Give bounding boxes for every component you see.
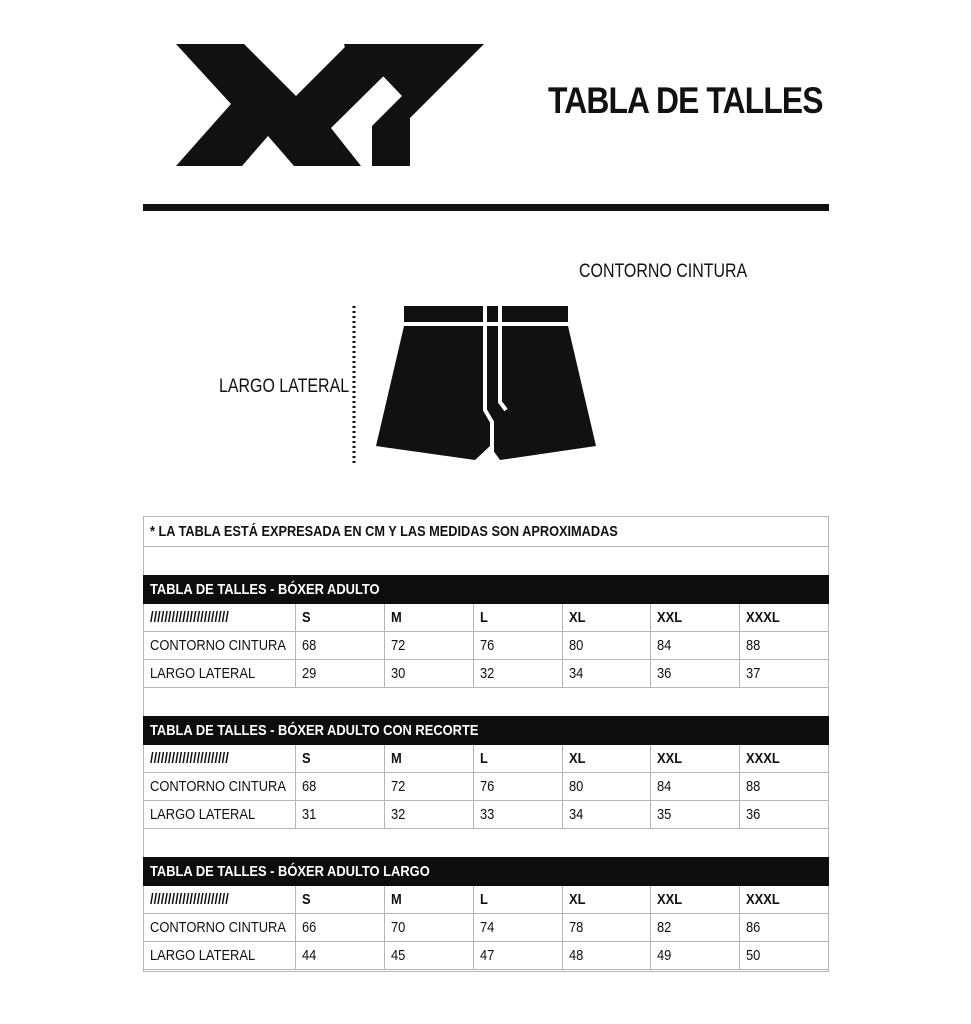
value-cell: 70 [391,919,406,936]
value-cell: 34 [568,806,583,823]
size-header-row [144,886,829,914]
value-cell: 80 [568,778,583,795]
value-cell: 29 [302,665,317,682]
row-label: CONTORNO CINTURA [150,919,286,936]
value-cell: 72 [391,778,406,795]
table-title: TABLA DE TALLES - BÓXER ADULTO LARGO [150,863,430,880]
size-table-con-recorte [143,716,829,829]
table-title: TABLA DE TALLES - BÓXER ADULTO [150,581,380,598]
size-l: L [479,891,488,908]
value-cell: 31 [302,806,317,823]
size-xxxl: XXXL [746,609,780,626]
value-cell: 33 [479,806,495,823]
placeholder-cell: ////////////////////// [150,891,229,908]
size-xl: XL [568,750,586,767]
value-cell: 44 [302,947,317,964]
length-label: LARGO LATERAL [219,376,350,397]
placeholder-cell: ////////////////////// [150,609,229,626]
value-cell: 37 [746,665,761,682]
row-label: LARGO LATERAL [150,665,256,682]
value-cell: 30 [391,665,406,682]
measurement-note: * LA TABLA ESTÁ EXPRESADA EN CM Y LAS MEDIDAS SON APROXIMADAS [144,517,828,547]
size-sheet [143,516,829,972]
size-m: M [391,750,402,767]
size-s: S [302,609,311,626]
size-m: M [391,609,402,626]
value-cell: 32 [391,806,406,823]
value-cell: 78 [568,919,583,936]
size-s: S [302,750,311,767]
table-title-row [144,717,829,745]
value-cell: 84 [657,778,672,795]
table-row [144,801,829,829]
value-cell: 76 [479,778,495,795]
value-cell: 86 [746,919,761,936]
table-title-row [144,858,829,886]
table-row [144,632,829,660]
placeholder-cell: ////////////////////// [150,750,229,767]
value-cell: 32 [479,665,495,682]
value-cell: 74 [479,919,495,936]
table-title: TABLA DE TALLES - BÓXER ADULTO CON RECORTE [150,722,479,739]
value-cell: 49 [657,947,672,964]
row-label: LARGO LATERAL [150,947,256,964]
table-row [144,660,829,688]
value-cell: 45 [391,947,406,964]
value-cell: 68 [302,637,317,654]
value-cell: 68 [302,778,317,795]
size-s: S [302,891,311,908]
value-cell: 84 [657,637,672,654]
size-table-adulto [143,575,829,688]
value-cell: 50 [746,947,761,964]
value-cell: 36 [746,806,761,823]
row-label: CONTORNO CINTURA [150,778,286,795]
value-cell: 48 [568,947,583,964]
table-row [144,914,829,942]
size-xxl: XXL [657,750,683,767]
table-row [144,942,829,970]
size-m: M [391,891,402,908]
size-l: L [479,750,488,767]
row-label: CONTORNO CINTURA [150,637,286,654]
size-l: L [479,609,488,626]
size-xxl: XXL [657,609,683,626]
value-cell: 36 [657,665,672,682]
value-cell: 82 [657,919,672,936]
size-xl: XL [568,609,586,626]
page-title: TABLA DE TALLES [548,80,823,121]
size-header-row [144,604,829,632]
size-xxxl: XXXL [746,750,780,767]
row-label: LARGO LATERAL [150,806,256,823]
value-cell: 34 [568,665,583,682]
value-cell: 80 [568,637,583,654]
size-xxxl: XXXL [746,891,780,908]
value-cell: 35 [657,806,672,823]
boxer-diagram [340,290,620,480]
value-cell: 88 [746,637,761,654]
value-cell: 72 [391,637,406,654]
value-cell: 76 [479,637,495,654]
value-cell: 66 [302,919,317,936]
size-xxl: XXL [657,891,683,908]
table-row [144,773,829,801]
size-table-largo [143,857,829,970]
value-cell: 47 [479,947,495,964]
size-header-row [144,745,829,773]
waist-label: CONTORNO CINTURA [579,261,748,282]
table-title-row [144,576,829,604]
header-divider [143,204,829,211]
brand-logo [176,44,484,166]
size-xl: XL [568,891,586,908]
value-cell: 88 [746,778,761,795]
